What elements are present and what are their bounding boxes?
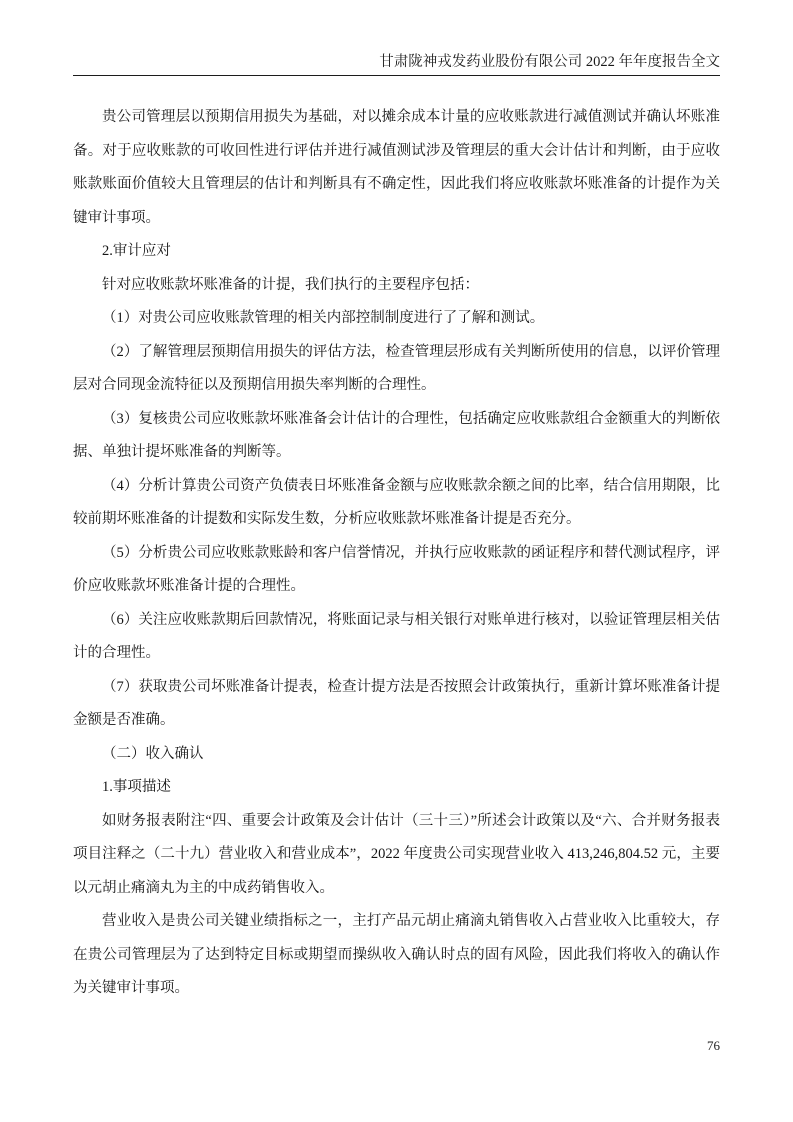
paragraph: （7）获取贵公司坏账准备计提表，检查计提方法是否按照会计政策执行，重新计算坏账准备计提金额是否准确。 <box>73 678 720 728</box>
paragraph: （6）关注应收账款期后回款情况，将账面记录与相关银行对账单进行核对，以验证管理层相关估计的合理性。 <box>73 611 720 661</box>
paragraph: （4）分析计算贵公司资产负债表日坏账准备金额与应收账款余额之间的比率，结合信用期限，比较前期坏账准备的计提数和实际发生数，分析应收账款坏账准备计提是否充分。 <box>73 477 720 527</box>
paragraph: 针对应收账款坏账准备的计提，我们执行的主要程序包括： <box>102 276 479 293</box>
paragraph: 如财务报表附注“四、重要会计政策及会计估计（三十三）”所述会计政策以及“六、合并财务报表项目注释之（二十九）营业收入和营业成本”，2022 年度贵公司实现营业收入 413,246,804.52 元，主要以元胡止痛滴丸为主的中成药销售收入。 <box>73 812 720 896</box>
paragraph: 营业收入是贵公司关键业绩指标之一，主打产品元胡止痛滴丸销售收入占营业收入比重较大，存在贵公司管理层为了达到特定目标或期望而操纵收入确认时点的固有风险，因此我们将收入的确认作为关键审计事项。 <box>73 913 720 996</box>
paragraph: 贵公司管理层以预期信用损失为基础，对以摊余成本计量的应收账款进行减值测试并确认坏账准备。对于应收账款的可收回性进行评估并进行减值测试涉及管理层的重大会计估计和判断，由于应收账款账面价值较大且管理层的估计和判断具有不确定性，因此我们将应收账款坏账准备的计提作为关键审计事项。 <box>73 109 720 226</box>
paragraph: （1）对贵公司应收账款管理的相关内部控制制度进行了了解和测试。 <box>102 310 545 326</box>
page-header <box>73 52 720 76</box>
page-number: 76 <box>707 1038 720 1053</box>
paragraph: 1.事项描述 <box>102 779 171 795</box>
paragraph: （二）收入确认 <box>102 745 204 762</box>
header-title: 甘肃陇神戎发药业股份有限公司 2022 年年度报告全文 <box>379 54 720 70</box>
paragraph: 2.审计应对 <box>102 243 171 259</box>
document-body <box>73 101 720 1006</box>
paragraph: （5）分析贵公司应收账款账龄和客户信誉情况，并执行应收账款的函证程序和替代测试程序，评价应收账款坏账准备计提的合理性。 <box>73 544 720 594</box>
paragraph: （2）了解管理层预期信用损失的评估方法，检查管理层形成有关判断所使用的信息，以评价管理层对合同现金流特征以及预期信用损失率判断的合理性。 <box>73 343 720 393</box>
paragraph: （3）复核贵公司应收账款坏账准备会计估计的合理性，包括确定应收账款组合金额重大的判断依据、单独计提坏账准备的判断等。 <box>73 410 720 460</box>
